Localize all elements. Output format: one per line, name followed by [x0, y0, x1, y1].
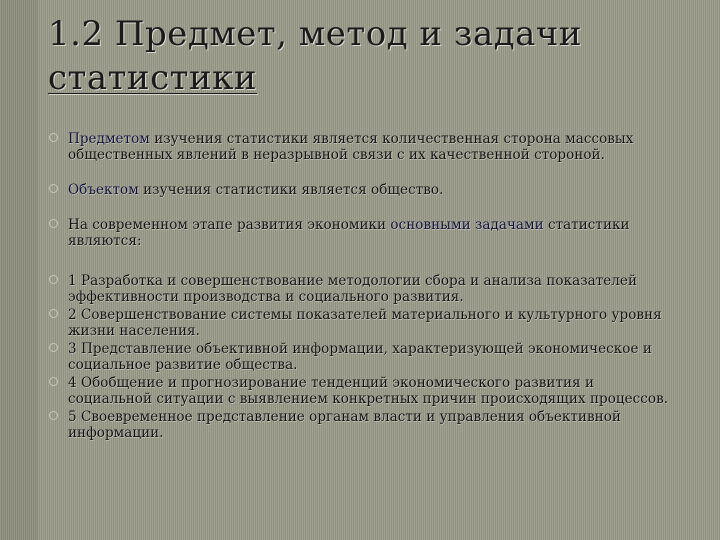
bullet-task-5: [48, 409, 678, 441]
bullet-text: изучения статистики является общество.: [138, 182, 444, 198]
bullet-task-2: [48, 307, 678, 339]
bullet-text: изучения статистики является количественная сторона массовых общественных явлений в неразрывной связи с их качественной стороной.: [68, 131, 634, 163]
bullet-circle-icon: [49, 309, 58, 318]
bullet-text: 4 Обобщение и прогнозирование тенденций экономического развития и социальной ситуации с выявлением конкретных причин происходящих процессов.: [68, 375, 669, 407]
term-object: Объектом: [68, 182, 139, 198]
bullet-circle-icon: [49, 411, 58, 420]
bullet-task-3: [48, 341, 678, 373]
term-subject: Предметом: [68, 131, 150, 147]
bullet-list: [48, 131, 678, 441]
slide-title: [48, 12, 688, 100]
bullet-object: [48, 182, 678, 198]
bullet-circle-icon: [49, 275, 58, 284]
bullet-text: 1 Разработка и совершенствование методологии сбора и анализа показателей эффективности производства и социального развития.: [68, 273, 638, 305]
bullet-text: На современном этапе развития экономики: [68, 217, 391, 233]
bullet-tasks-intro: [48, 217, 678, 249]
bullet-text: 5 Своевременное представление органам власти и управления объективной информации.: [68, 409, 621, 441]
bullet-circle-icon: [49, 343, 58, 352]
bullet-circle-icon: [49, 133, 58, 142]
bullet-subject: [48, 131, 678, 163]
bullet-text: 3 Представление объективной информации, характеризующей экономическое и социальное развитие общества.: [68, 341, 652, 373]
bullet-task-1: [48, 273, 678, 305]
bullet-circle-icon: [49, 377, 58, 386]
bullet-circle-icon: [49, 184, 58, 193]
bullet-text: статистики являются:: [68, 217, 630, 249]
bullet-circle-icon: [49, 219, 58, 228]
bullet-task-4: [48, 375, 678, 407]
bullet-text: 2 Совершенствование системы показателей материального и культурного уровня жизни населения.: [68, 307, 662, 339]
title-line-1: 1.2 Предмет, метод и задачи: [48, 14, 583, 54]
term-main-tasks: основными задачами: [390, 217, 544, 233]
title-line-2: статистики: [48, 58, 258, 98]
